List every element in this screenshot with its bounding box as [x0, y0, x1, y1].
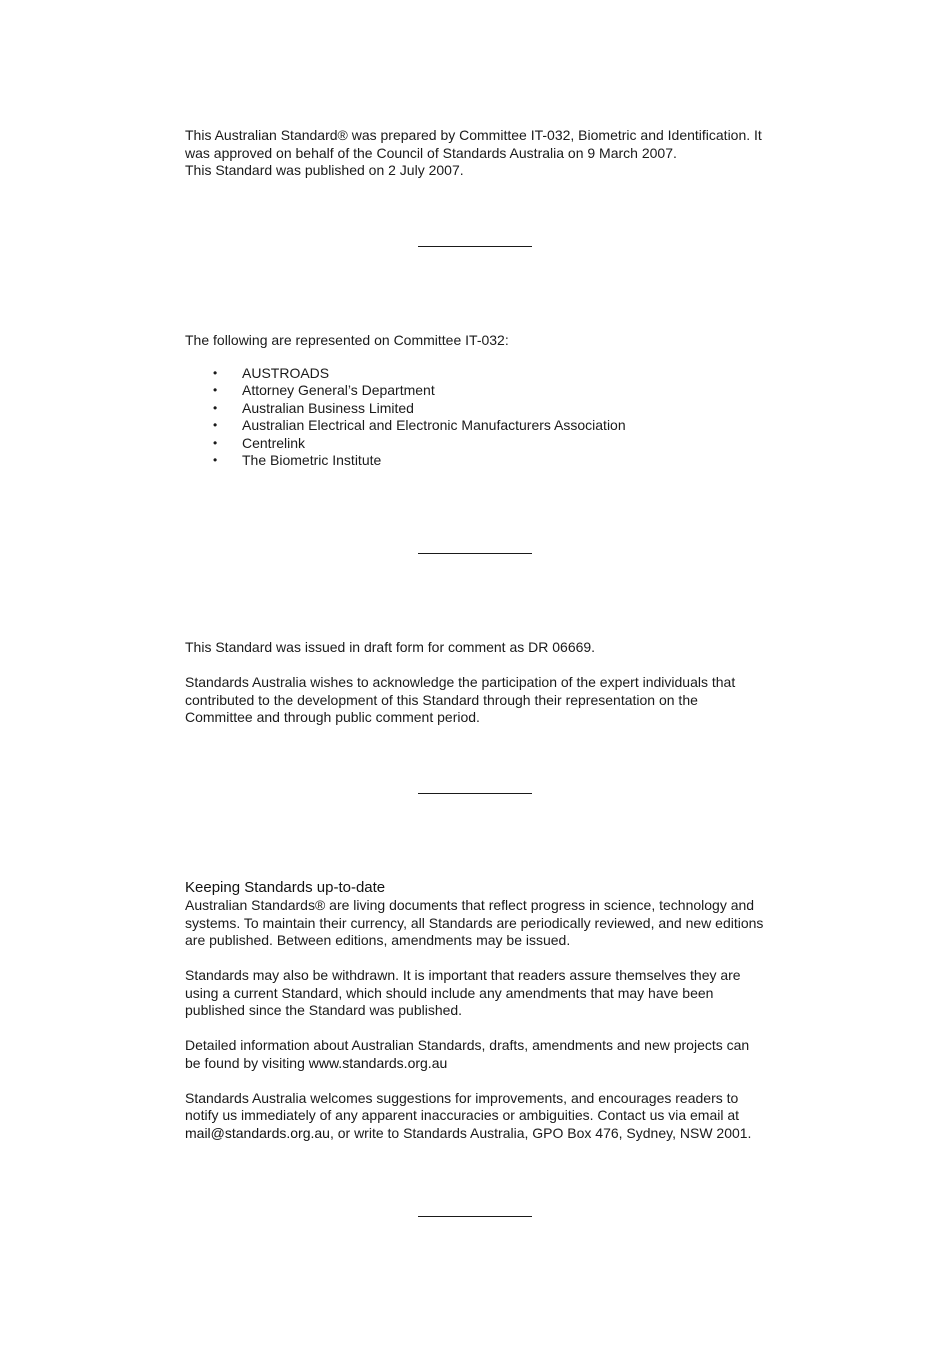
- uptodate-p2-line-1: Standards may also be withdrawn. It is important that readers assure themselves they are: [185, 967, 741, 983]
- section-divider-2: [418, 553, 532, 554]
- member-name: Attorney General’s Department: [242, 382, 435, 399]
- section-heading: Keeping Standards up-to-date: [185, 879, 386, 896]
- prep-line-3: This Standard was published on 2 July 2007.: [185, 162, 464, 178]
- acknowledgement-line-2: contributed to the development of this Standard through their representation on the: [185, 691, 698, 708]
- uptodate-p3-line-2: [185, 1055, 785, 1073]
- member-name: The Biometric Institute: [242, 452, 382, 469]
- uptodate-p4-line-2: notify us immediately of any apparent inaccuracies or ambiguities. Contact us via email at: [185, 1107, 740, 1123]
- prep-line-2: was approved on behalf of the Council of Standards Australia on 9 March 2007.: [185, 144, 677, 161]
- member-name: Australian Electrical and Electronic Manufacturers Association: [242, 417, 626, 434]
- draft-section: [185, 639, 785, 727]
- acknowledgement-line-1: Standards Australia wishes to acknowledge the participation of the expert individuals that: [185, 674, 736, 690]
- member-name: Centrelink: [242, 434, 306, 451]
- list-item: [185, 400, 785, 418]
- uptodate-p3-prefix: be found by visiting: [185, 1054, 309, 1071]
- section-divider-4: [418, 1216, 532, 1217]
- preparation-statement: [185, 127, 785, 180]
- section-divider-1: [418, 246, 532, 247]
- uptodate-p3-line-1: Detailed information about Australian Standards, drafts, amendments and new projects can: [185, 1037, 750, 1053]
- list-item: [185, 435, 785, 453]
- committee-member-list: [185, 365, 785, 471]
- uptodate-p4-line-1: Standards Australia welcomes suggestions for improvements, and encourages readers to: [185, 1089, 739, 1106]
- member-name: AUSTROADS: [242, 364, 330, 381]
- list-item: [185, 417, 785, 435]
- website-link[interactable]: www.standards.org.au: [308, 1054, 448, 1071]
- email-link[interactable]: mail@standards.org.au: [185, 1124, 330, 1141]
- list-item: [185, 365, 785, 383]
- bullet-icon: •: [213, 418, 218, 433]
- uptodate-p4-suffix: , or write to Standards Australia, GPO Box 476, Sydney, NSW 2001.: [329, 1124, 752, 1141]
- keeping-up-to-date-section: [185, 878, 785, 1142]
- bullet-icon: •: [213, 400, 218, 415]
- uptodate-p4-line-3: [185, 1125, 785, 1143]
- uptodate-p2-line-2: using a current Standard, which should include any amendments that may have been: [185, 984, 714, 1001]
- bullet-icon: •: [213, 383, 218, 398]
- prep-line-1: This Australian Standard® was prepared by Committee IT-032, Biometric and Identification. It: [185, 127, 762, 143]
- bullet-icon: •: [213, 435, 218, 450]
- committee-intro: The following are represented on Committee IT-032:: [185, 332, 509, 348]
- uptodate-p1-line-3: are published. Between editions, amendments may be issued.: [185, 932, 571, 948]
- committee-section: [185, 332, 785, 470]
- draft-statement: This Standard was issued in draft form for comment as DR 06669.: [185, 639, 596, 655]
- bullet-icon: •: [213, 365, 218, 380]
- acknowledgement-line-3: Committee and through public comment period.: [185, 709, 480, 725]
- uptodate-p1-line-2: systems. To maintain their currency, all Standards are periodically reviewed, and new editions: [185, 914, 764, 931]
- uptodate-p2-line-3: published since the Standard was published.: [185, 1002, 463, 1018]
- uptodate-p1-line-1: Australian Standards® are living documents that reflect progress in science, technology and: [185, 897, 755, 913]
- member-name: Australian Business Limited: [242, 399, 414, 416]
- list-item: [185, 452, 785, 470]
- list-item: [185, 382, 785, 400]
- bullet-icon: •: [213, 453, 218, 468]
- section-divider-3: [418, 793, 532, 794]
